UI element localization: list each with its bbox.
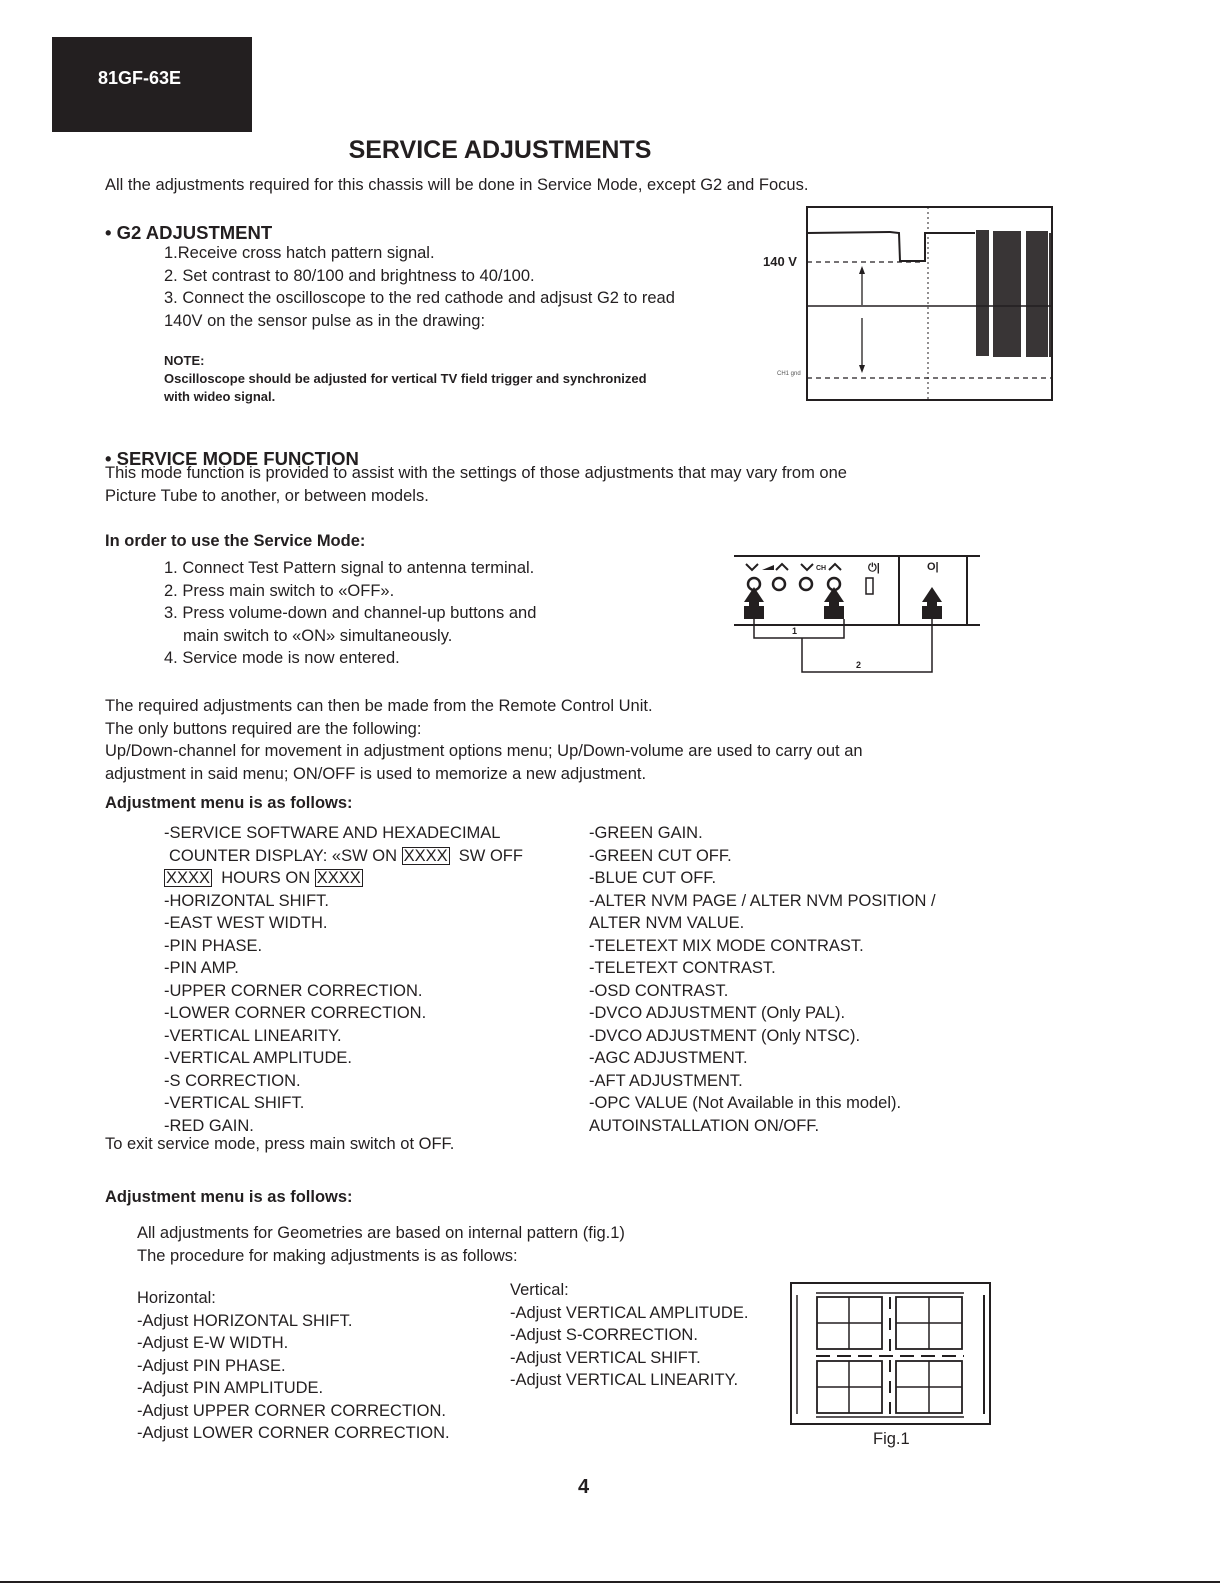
menu-item: -LOWER CORNER CORRECTION. (164, 1004, 427, 1022)
usage-steps (164, 557, 536, 670)
horizontal-item: -Adjust E-W WIDTH. (137, 1334, 289, 1352)
burst-block (1026, 231, 1048, 357)
menu-item: -OPC VALUE (Not Available in this model). (589, 1094, 902, 1112)
channel-down-button (800, 578, 812, 590)
g2-steps (164, 242, 675, 332)
menu-item: -PIN AMP. (164, 959, 239, 977)
g2-note (164, 352, 647, 406)
menu-item: -RED GAIN. (164, 1116, 254, 1135)
geometry-intro (137, 1222, 625, 1267)
menu-item: ALTER NVM VALUE. (589, 914, 745, 932)
note-label: NOTE: (164, 353, 205, 368)
intro-line: This mode function is provided to assist with the settings of those adjustments that may vary from one (105, 464, 847, 482)
usage-step: main switch to «ON» simultaneously. (183, 626, 453, 645)
usage-step: 1. Connect Test Pattern signal to antenna terminal. (164, 559, 535, 577)
horizontal-adjustments (137, 1287, 450, 1445)
usage-step: 4. Service mode is now entered. (164, 649, 400, 667)
remote-line: adjustment in said menu; ON/OFF is used to memorize a new adjustment. (105, 764, 647, 783)
g2-step: 140V on the sensor pulse as in the drawing: (164, 311, 486, 330)
menu-item: -HORIZONTAL SHIFT. (164, 891, 329, 910)
arrow-down-icon (859, 365, 865, 373)
remote-control-text (105, 695, 863, 785)
note-line: Oscilloscope should be adjusted for vertical TV field trigger and synchronized (164, 371, 647, 386)
menu-item: -VERTICAL AMPLITUDE. (164, 1049, 352, 1067)
note-line: with wideo signal. (164, 389, 276, 404)
menu-item: -UPPER CORNER CORRECTION. (164, 981, 423, 1000)
usage-step: 3. Press volume-down and channel-up buttons and (164, 604, 537, 622)
vertical-item: -Adjust VERTICAL AMPLITUDE. (510, 1303, 749, 1322)
burst-block (993, 231, 1021, 357)
menu-item: -TELETEXT CONTRAST. (589, 959, 776, 977)
signal-trace (807, 232, 975, 261)
volume-up-icon (776, 564, 788, 570)
vertical-item: -Adjust VERTICAL LINEARITY. (510, 1371, 739, 1389)
menu-item: -GREEN GAIN. (589, 824, 703, 842)
burst-block (1049, 233, 1052, 357)
oscilloscope-diagram (755, 200, 1060, 405)
menu-item: -S CORRECTION. (164, 1071, 301, 1090)
menu-item: -AFT ADJUSTMENT. (589, 1071, 743, 1090)
vertical-adjustments (510, 1279, 748, 1392)
menu-text: COUNTER DISPLAY: «SW ON (169, 846, 397, 865)
arrow-up-icon (859, 266, 865, 274)
g2-step: 3. Connect the oscilloscope to the red cathode and adjsust G2 to read (164, 289, 675, 307)
connector-2-label: 2 (856, 660, 862, 670)
sw-on-value: XXXX (403, 846, 448, 865)
menu-item: -AGC ADJUSTMENT. (589, 1049, 748, 1067)
level-label: 140 V (763, 254, 797, 269)
menu-item: AUTOINSTALLATION ON/OFF. (589, 1116, 820, 1135)
press-arrow-icon (824, 587, 844, 619)
standby-icon: ⏻| (868, 562, 880, 574)
g2-step: 2. Set contrast to 80/100 and brightness to 40/100. (164, 266, 535, 285)
channel-up-icon (829, 564, 841, 570)
geometry-intro-line: The procedure for making adjustments is as follows: (137, 1246, 518, 1265)
geometry-intro-line: All adjustments for Geometries are based on internal pattern (fig.1) (137, 1224, 625, 1242)
menu-item (164, 867, 523, 890)
internal-pattern-figure (790, 1282, 992, 1430)
menu-item: -ALTER NVM PAGE / ALTER NVM POSITION / (589, 891, 936, 910)
press-arrows (744, 587, 942, 619)
intro-text: All the adjustments required for this chassis will be done in Service Mode, except G2 and Focus. (105, 176, 809, 194)
horizontal-item: -Adjust LOWER CORNER CORRECTION. (137, 1424, 450, 1442)
menu-text: HOURS ON (221, 869, 311, 887)
menu-item: -OSD CONTRAST. (589, 981, 729, 1000)
connector-1 (754, 619, 844, 638)
model-number: 81GF-63E (98, 68, 182, 88)
horizontal-item: -Adjust PIN PHASE. (137, 1356, 286, 1375)
ground-label: CH1 gnd (777, 371, 801, 377)
menu-item: -VERTICAL SHIFT. (164, 1094, 305, 1112)
g2-heading: • G2 ADJUSTMENT (105, 222, 273, 243)
menu-item: -PIN PHASE. (164, 936, 263, 955)
figure-caption: Fig.1 (873, 1430, 910, 1448)
power-icon: O| (927, 561, 939, 573)
usage-heading: In order to use the Service Mode: (105, 532, 366, 550)
hours-on-value: XXXX (316, 869, 361, 887)
press-arrow-icon (744, 587, 764, 619)
vertical-item: -Adjust VERTICAL SHIFT. (510, 1348, 701, 1367)
model-badge (52, 37, 252, 132)
menu-item: -VERTICAL LINEARITY. (164, 1026, 342, 1045)
remote-line: The required adjustments can then be made from the Remote Control Unit. (105, 697, 653, 715)
remote-line: The only buttons required are the following: (105, 719, 422, 738)
intro-line: Picture Tube to another, or between models. (105, 486, 429, 505)
usage-step: 2. Press main switch to «OFF». (164, 581, 395, 600)
page-number: 4 (578, 1476, 590, 1498)
menu-heading: Adjustment menu is as follows: (105, 794, 353, 812)
horizontal-label: Horizontal: (137, 1289, 216, 1307)
service-mode-intro (105, 462, 847, 507)
burst-block (976, 230, 989, 356)
geometry-heading: Adjustment menu is as follows: (105, 1188, 353, 1206)
menu-item: -DVCO ADJUSTMENT (Only PAL). (589, 1004, 846, 1022)
connector-2 (802, 619, 932, 672)
channel-label: CH (816, 565, 827, 572)
service-mode-heading: • SERVICE MODE FUNCTION (105, 448, 359, 469)
menu-item: -EAST WEST WIDTH. (164, 914, 328, 932)
control-panel-diagram (720, 540, 980, 680)
menu-text: SW OFF (458, 846, 523, 865)
horizontal-item: -Adjust HORIZONTAL SHIFT. (137, 1311, 353, 1330)
video-signal-bursts (976, 230, 1052, 357)
channel-down-icon (801, 564, 813, 570)
page-title: SERVICE ADJUSTMENTS (348, 136, 652, 164)
exit-instructions: To exit service mode, press main switch ot OFF. (105, 1135, 455, 1153)
volume-down-icon (746, 564, 758, 570)
menu-item: -BLUE CUT OFF. (589, 869, 717, 887)
remote-line: Up/Down-channel for movement in adjustment options menu; Up/Down-volume are used to carry out an (105, 742, 863, 760)
menu-item: -GREEN CUT OFF. (589, 846, 732, 865)
connector-1-label: 1 (792, 626, 798, 636)
menu-left-column (164, 822, 523, 1137)
vertical-label: Vertical: (510, 1281, 569, 1299)
press-arrow-icon (922, 587, 942, 619)
menu-item: -DVCO ADJUSTMENT (Only NTSC). (589, 1026, 861, 1045)
menu-item: -SERVICE SOFTWARE AND HEXADECIMAL (164, 824, 501, 842)
indicator-led (866, 578, 873, 594)
menu-item: -TELETEXT MIX MODE CONTRAST. (589, 936, 864, 955)
horizontal-item: -Adjust UPPER CORNER CORRECTION. (137, 1401, 446, 1420)
volume-up-button (773, 578, 785, 590)
g2-step: 1.Receive cross hatch pattern signal. (164, 244, 435, 262)
sw-off-value: XXXX (166, 869, 211, 887)
horizontal-item: -Adjust PIN AMPLITUDE. (137, 1379, 324, 1397)
volume-icon (762, 565, 774, 570)
vertical-item: -Adjust S-CORRECTION. (510, 1326, 698, 1344)
menu-item (164, 845, 523, 868)
menu-right-column (589, 822, 936, 1137)
